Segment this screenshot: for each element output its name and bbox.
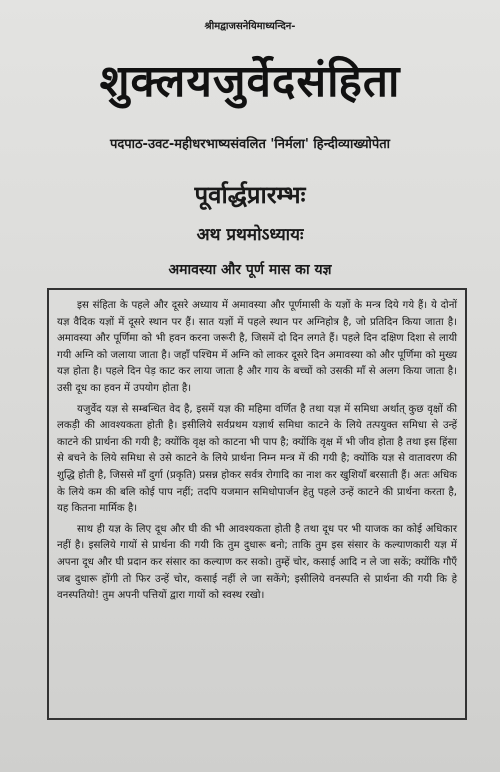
main-title: शुक्लयजुर्वेदसंहिता: [99, 56, 401, 107]
chapter-heading: अथ प्रथमोऽध्यायः: [196, 225, 304, 245]
series-title: श्रीमद्वाजसनेयिमाध्यन्दिन-: [204, 21, 296, 32]
topic-heading: अमावस्या और पूर्ण मास का यज्ञ: [168, 262, 332, 278]
subtitle: पदपाठ-उवट-महीधरभाष्यसंवलित 'निर्मला' हिन्दीव्याख्योपेता: [109, 137, 391, 152]
intro-paragraph-3: साथ ही यज्ञ के लिए दूध और घी की भी आवश्यकता होती है तथा दूध पर भी याजक का कोई अधिकार नहीं है। इसलिये गायों से प्रार्थना की गयी कि तुम दुधारू बनो; ताकि तुम इस संसार के कल्याणकारी यज्ञ में अपना दूध और घी प्रदान कर संसार का कल्याण कर सको। तुम्हें चोर, कसाई आदि न ले जा सकें; क्योंकि गौएँ जब दुधारू होंगी तो फिर उन्हें चोर, कसाई नहीं ले जा सकेंगे; इसीलिये वनस्पति से प्रार्थना की गयी कि हे वनस्पतियो! तुम अपनी पत्तियों द्वारा गायों को स्वस्थ रखो।: [57, 523, 457, 602]
intro-paragraph-2: यजुर्वेद यज्ञ से सम्बन्धित वेद है, इसमें यज्ञ की महिमा वर्णित है तथा यज्ञ में समिधा अर्थात् कुछ वृक्षों की लकड़ी की आवश्यकता होती है। इसीलिये सर्वप्रथम यज्ञार्थ समिधा काटने के लिये तत्पयुक्त समिधा से उन्हें काटने की प्रार्थना की गयी है; क्योंकि वृक्ष को काटना भी पाप है; क्योंकि वृक्ष में भी जीव होता है तथा इस हिंसा से बचने के लिये समिधा से उसे काटने के लिये प्रार्थना निम्न मन्त्र में की गयी है; क्योंकि यज्ञ से वातावरण की शुद्धि होती है, जिससे माँ दुर्गा (प्रकृति) प्रसन्न होकर सर्वत्र रोगादि का नाश कर खुशियाँ बरसाती हैं। अतः अधिक के लिये कम की बलि कोई पाप नहीं; तदपि यजमान समिधोपार्जन हेतु पहले उन्हें काटने की प्रार्थना करता है, यह कितना मार्मिक है।: [57, 403, 457, 515]
introduction-box: [47, 288, 467, 720]
intro-paragraph-1: इस संहिता के पहले और दूसरे अध्याय में अमावस्या और पूर्णमासी के यज्ञों के मन्त्र दिये गये हैं। ये दोनों यज्ञ वैदिक यज्ञों में दूसरे स्थान पर हैं। सात यज्ञों में पहले स्थान पर अग्निहोत्र है, जो प्रतिदिन किया जाता है। अमावस्या और पूर्णिमा को भी हवन करना जरूरी है, जिसमें दो दिन लगते हैं। पहले दिन दक्षिण दिशा से लायी गयी अग्नि को जलाया जाता है। जहाँ पश्चिम में अग्नि को लाकर दूसरे दिन अमावस्या को और पूर्णिमा को मुख्य यज्ञ होता है। पहले दिन पेड़ काट कर लाया जाता है और गाय के बच्चों को उसकी माँ से अलग किया जाता है। उसी दूध का हवन में उपयोग होता है।: [57, 300, 457, 394]
section-start-heading: पूर्वार्द्धप्रारम्भः: [194, 181, 306, 209]
